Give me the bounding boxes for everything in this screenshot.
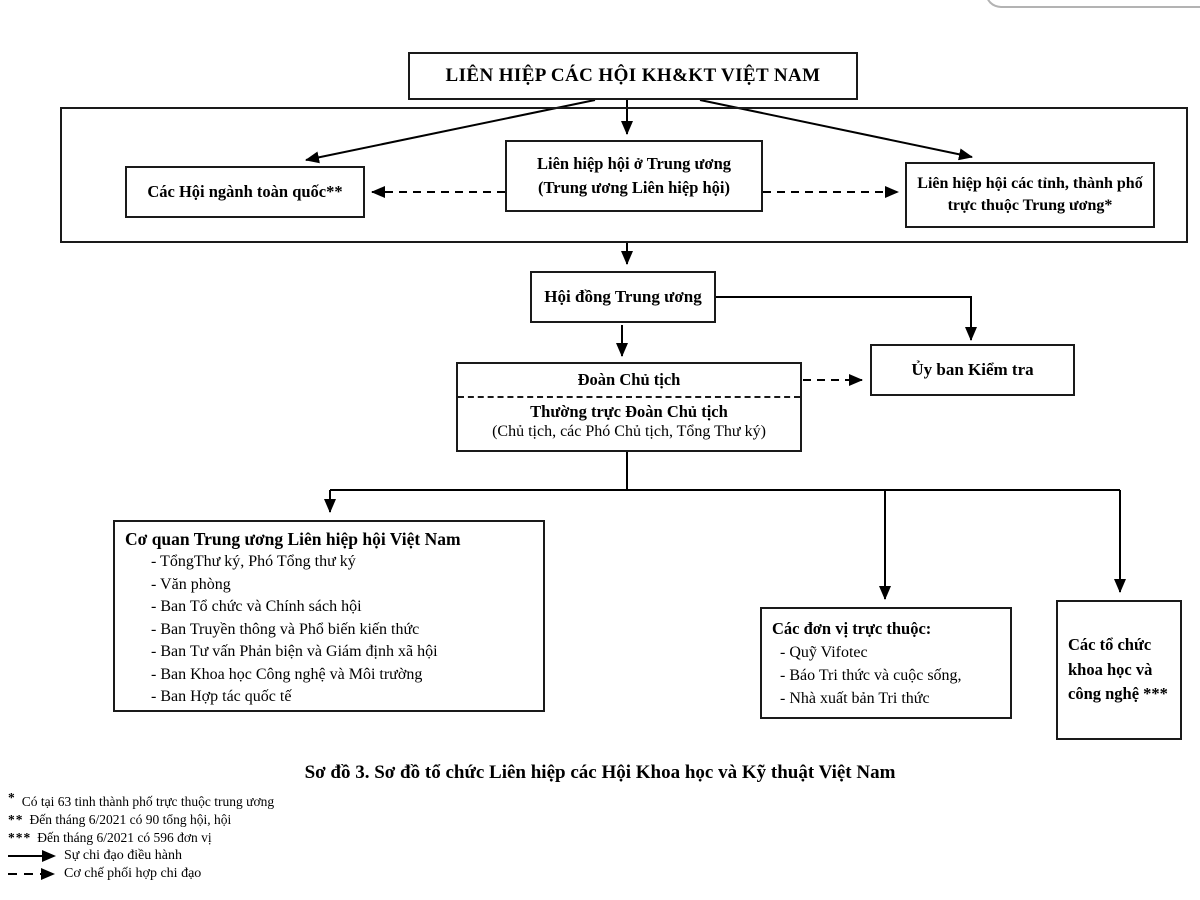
footnote-3-text: Đến tháng 6/2021 có 596 đơn vị: [37, 830, 212, 845]
central-agency-item: - Ban Tư vấn Phản biện và Giám định xã hội: [151, 643, 438, 660]
box-provincial-unions: [905, 162, 1155, 228]
footnote-3: [8, 829, 274, 847]
affiliated-units-title: Các đơn vị trực thuộc:: [772, 619, 932, 638]
central-agency-item: - Ban Khoa học Công nghệ và Môi trường: [151, 665, 423, 683]
footnote-1: [8, 789, 274, 811]
legend-solid-label: Sự chi đạo điều hành: [64, 848, 183, 863]
central-union-line1: Liên hiệp hội ở Trung ương: [537, 154, 731, 174]
national-associations-label: Các Hội ngành toàn quốc**: [147, 182, 343, 201]
central-agency-item: - TổngThư ký, Phó Tổng thư ký: [151, 553, 356, 570]
box-presidium: [456, 362, 802, 452]
central-agency-item: - Văn phòng: [151, 575, 231, 593]
legend-dashed-row: [8, 865, 274, 883]
footnote-2: [8, 811, 274, 829]
box-sci-tech-orgs: [1056, 600, 1182, 740]
central-council-label: Hội đồng Trung ương: [544, 287, 702, 306]
box-central-council: [530, 271, 716, 323]
footnote-3-marker: ***: [8, 830, 32, 845]
footnote-1-marker: *: [8, 790, 16, 805]
footnote-2-text: Đến tháng 6/2021 có 90 tổng hội, hội: [29, 812, 232, 827]
provincial-unions-label: Liên hiệp hội các tỉnh, thành phố trực thuộc Trung ương*: [917, 174, 1143, 214]
box-central-union: [505, 140, 763, 212]
central-agency-title: Cơ quan Trung ương Liên hiệp hội Việt Nam: [125, 529, 461, 549]
affiliated-units-item: - Quỹ Vifotec: [780, 644, 868, 661]
footnote-1-text: Có tại 63 tinh thành phố trực thuộc trung ương: [21, 794, 275, 809]
presidium-standing-section: [458, 398, 800, 443]
legend-dashed-label: Cơ chế phối hợp chi đạo: [64, 866, 202, 881]
standing-presidium-title: Thường trực Đoàn Chủ tịch: [530, 402, 728, 421]
inspection-committee-label: Ủy ban Kiểm tra: [911, 360, 1034, 379]
diagram-caption: Sơ đồ 3. Sơ đồ tổ chức Liên hiệp các Hội Khoa học và Kỹ thuật Việt Nam: [304, 762, 896, 783]
affiliated-units-item: - Nhà xuất bản Tri thức: [780, 690, 930, 707]
root-label: LIÊN HIỆP CÁC HỘI KH&KT VIỆT NAM: [445, 65, 821, 86]
arrow-council-to-inspection: [716, 297, 971, 340]
central-agency-item: - Ban Tổ chức và Chính sách hội: [151, 598, 362, 615]
root-box-lien-hiep: [408, 52, 858, 100]
central-union-line2: (Trung ương Liên hiệp hội): [537, 178, 731, 197]
presidium-label: Đoàn Chủ tịch: [458, 364, 800, 398]
box-affiliated-units: [760, 607, 1012, 719]
box-national-associations: [125, 166, 365, 218]
box-central-agency: [113, 520, 545, 712]
footnote-2-marker: **: [8, 812, 24, 827]
standing-presidium-detail: (Chủ tịch, các Phó Chủ tịch, Tổng Thư ký): [492, 423, 766, 441]
sci-tech-orgs-label: Các tổ chức khoa học và công nghệ ***: [1068, 634, 1168, 704]
affiliated-units-item: - Báo Tri thức và cuộc sống,: [780, 667, 962, 684]
central-agency-item: - Ban Hợp tác quốc tế: [151, 688, 292, 705]
central-agency-item: - Ban Truyền thông và Phổ biến kiến thức: [151, 620, 420, 638]
dashed-arrow-icon: [8, 868, 56, 880]
solid-arrow-icon: [8, 850, 56, 862]
footnotes-block: [8, 789, 274, 883]
legend-solid-row: [8, 847, 274, 865]
box-inspection-committee: [870, 344, 1075, 396]
